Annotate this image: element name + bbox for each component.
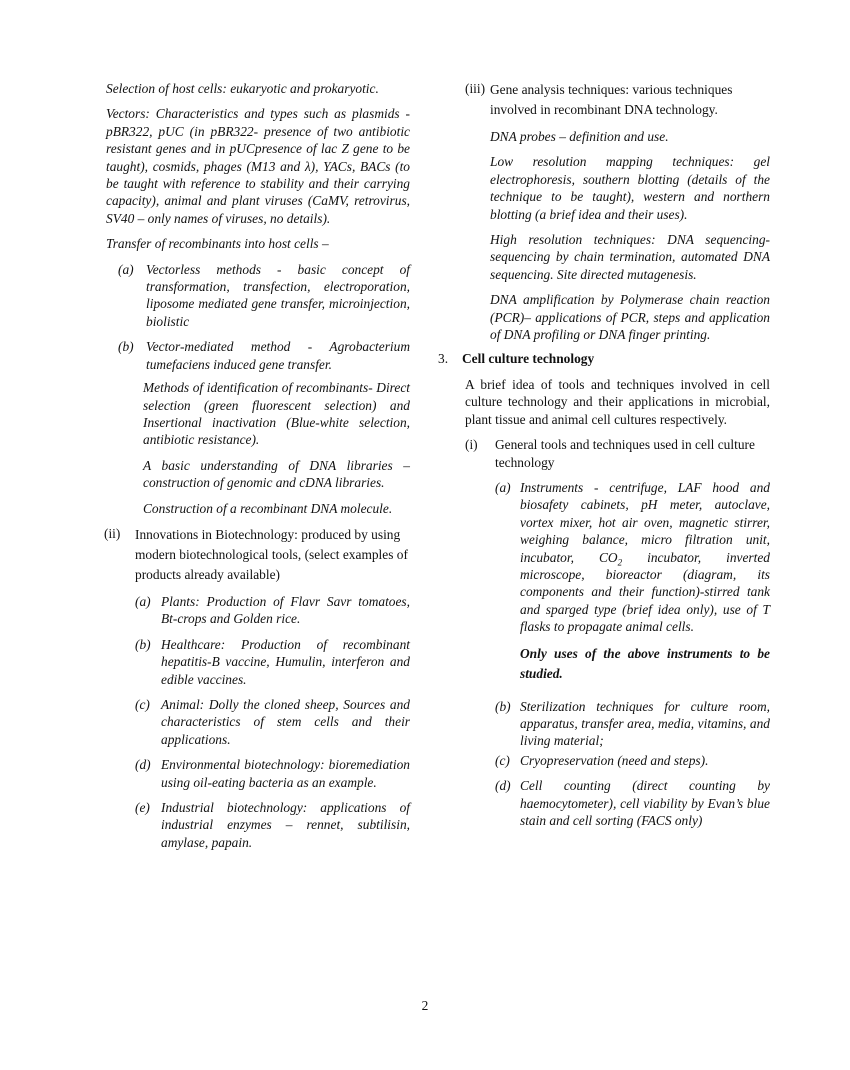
- list-label: (b): [135, 636, 151, 652]
- innovations-text: Innovations in Biotechnology: produced by using modern biotechnological tools, (select examples of products already available): [135, 526, 408, 582]
- host-cells-paragraph: Selection of host cells: eukaryotic and prokaryotic.: [106, 81, 379, 96]
- section-3-intro: A brief idea of tools and techniques involved in cell culture technology and their applications in microbial, plant tissue and animal cell cultures respectively.: [465, 376, 770, 427]
- section-title: Cell culture technology: [462, 351, 595, 367]
- list-text: Healthcare: Production of recombinant hepatitis-B vaccine, Humulin, interferon and edible vaccines.: [161, 636, 410, 687]
- innovation-item-b: [135, 636, 410, 688]
- co2-subscript: 2: [617, 557, 623, 568]
- list-label: (b): [495, 698, 511, 714]
- list-label: (c): [495, 752, 510, 768]
- gene-analysis-paragraphs: [490, 128, 770, 343]
- section-3-heading: [438, 350, 770, 367]
- innovation-item-a: [135, 593, 410, 628]
- vectors-paragraph: Vectors: Characteristics and types such as plasmids -pBR322, pUC (in pBR322- presence of two antibiotic resistant genes and in pUCpresence of lac Z gene to be taught), cosmids, phages (M13 and λ), YACs, BACs (to be taught with reference to stability and their carrying capacity), animal and plant viruses (CaMV, retrovirus, SV40 – only names of viruses, no details).: [106, 106, 410, 226]
- gene-analysis-text: Gene analysis techniques: various techniques involved in recombinant DNA technology.: [490, 82, 733, 117]
- high-resolution-paragraph: High resolution techniques: DNA sequencing- sequencing by chain termination, automated DNA sequencing. Site directed mutagenesis.: [490, 232, 770, 282]
- list-text: Plants: Production of Flavr Savr tomatoes, Bt-crops and Golden rice.: [161, 593, 410, 627]
- tools-item-b: [495, 698, 770, 750]
- list-label: (d): [135, 757, 151, 773]
- list-text: Industrial biotechnology: applications of industrial enzymes – rennet, subtilisin, amylase, papain.: [161, 800, 410, 850]
- list-text: Animal: Dolly the cloned sheep, Sources and characteristics of stem cells and their applications.: [161, 696, 410, 747]
- transfer-item-a: [106, 261, 410, 331]
- gene-analysis-item: [465, 80, 770, 120]
- list-label: (a): [135, 593, 151, 609]
- list-label: (a): [118, 261, 134, 277]
- list-text: Vectorless methods - basic concept of transformation, transfection, electroporation, liposome mediated gene transfer, microinjection, biolistic: [146, 261, 410, 329]
- instruments-text-part-2: incubator, inverted microscope, bioreactor (diagram, its components and their function)-stirred tank and sparged type (brief idea only), use of T flasks to propagate animal cells.: [520, 549, 770, 635]
- right-column: [438, 80, 770, 829]
- innovations-list: [135, 593, 410, 851]
- instruments-text: [520, 479, 770, 636]
- list-text: Cell counting (direct counting by haemocytometer), cell viability by Evan’s blue stain and cell sorting (FACS only): [520, 778, 770, 828]
- list-label: (e): [135, 800, 150, 815]
- list-label: (a): [495, 479, 511, 495]
- general-tools-item: [465, 436, 770, 471]
- transfer-heading: Transfer of recombinants into host cells –: [106, 236, 329, 252]
- transfer-item-b: [106, 338, 410, 373]
- tools-item-d: [495, 777, 770, 829]
- list-text: Sterilization techniques for culture room, apparatus, transfer area, media, vitamins, and living material;: [520, 698, 770, 749]
- list-label: (b): [118, 339, 134, 355]
- innovation-item-d: [135, 756, 410, 791]
- list-label: (iii): [465, 81, 486, 96]
- page-number: 2: [421, 998, 429, 1013]
- list-text: Cryopreservation (need and steps).: [520, 752, 709, 768]
- left-column: [106, 80, 410, 851]
- innovations-item: [104, 525, 410, 585]
- list-label: (i): [465, 437, 478, 453]
- innovation-item-e: [135, 799, 410, 851]
- instruments-text-part-1: Instruments - centrifuge, LAF hood and biosafety cabinets, pH meter, autoclave, vortex mixer, hot air oven, magnetic stirrer, weighing balance, micro filtration unit, incubator, CO: [520, 479, 770, 565]
- tools-item-a: [495, 479, 770, 636]
- construction-paragraph: Construction of a recombinant DNA molecule.: [143, 500, 393, 516]
- libraries-paragraph: A basic understanding of DNA libraries – construction of genomic and cDNA libraries.: [143, 457, 410, 491]
- pcr-paragraph: DNA amplification by Polymerase chain reaction (PCR)– applications of PCR, steps and application of DNA profiling or DNA finger printing.: [490, 292, 770, 343]
- list-text: Environmental biotechnology: bioremediation using oil-eating bacteria as an example.: [161, 757, 410, 790]
- only-uses-note: Only uses of the above instruments to be studied.: [520, 645, 770, 681]
- list-label: (c): [135, 696, 150, 712]
- list-text: Vector-mediated method - Agrobacterium tumefaciens induced gene transfer.: [146, 339, 410, 372]
- list-label: (ii): [104, 525, 121, 541]
- dna-probes-paragraph: DNA probes – definition and use.: [490, 129, 669, 144]
- innovation-item-c: [135, 696, 410, 748]
- list-label: (d): [495, 778, 511, 794]
- general-tools-text: General tools and techniques used in cell culture technology: [495, 437, 755, 470]
- identification-paragraph: Methods of identification of recombinants- Direct selection (green fluorescent selection) and Insertional inactivation (Blue-white selection, antibiotic resistance).: [143, 380, 410, 448]
- low-resolution-paragraph: Low resolution mapping techniques: gel electrophoresis, southern blotting (details of the technique to be taught), western and northern blotting (a brief idea and their uses).: [490, 154, 770, 222]
- tools-list: [495, 479, 770, 830]
- section-number: 3.: [438, 351, 449, 367]
- tools-item-c: [495, 752, 770, 769]
